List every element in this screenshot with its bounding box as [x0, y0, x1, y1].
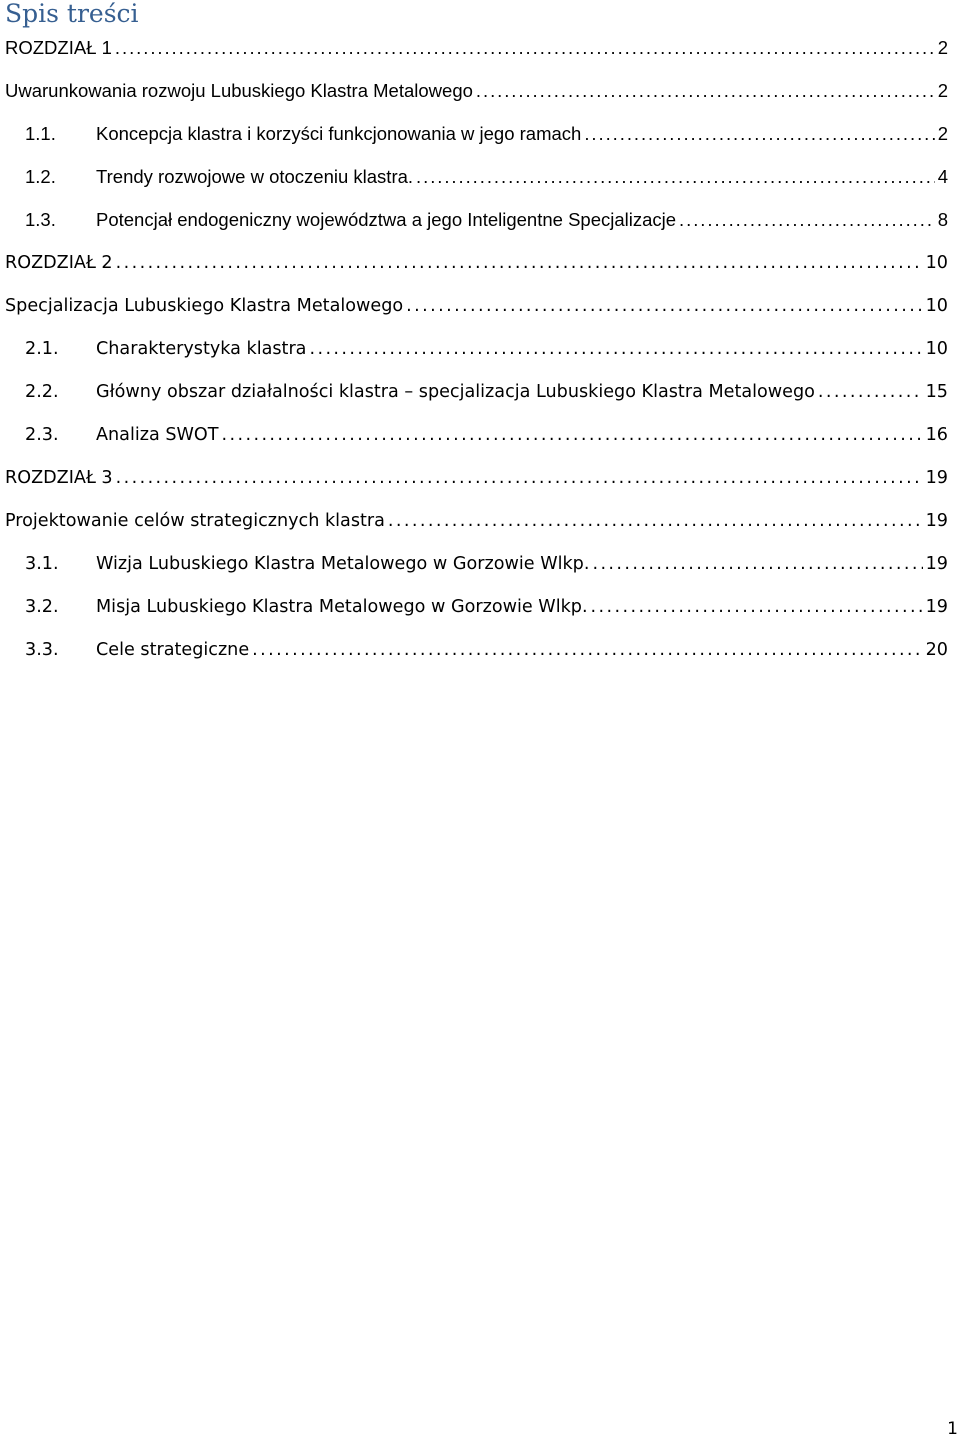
- toc-entry-page: 10: [925, 295, 948, 316]
- toc-entry-text: Potencjał endogeniczny województwa a jego Inteligentne Specjalizacje: [96, 208, 677, 230]
- toc-entry-text: ROZDZIAŁ 2: [5, 252, 113, 273]
- toc-dot-leader: [222, 423, 923, 447]
- toc-dot-leader: [818, 380, 923, 404]
- toc-dot-leader: [679, 208, 935, 232]
- toc-entry-number: 1.3.: [25, 208, 56, 230]
- toc-entry-page: 19: [925, 467, 948, 488]
- toc-entry-number: 3.2.: [25, 596, 59, 617]
- toc-entry-1-1[interactable]: [0, 112, 960, 155]
- toc-entry-text: Główny obszar działalności klastra – specjalizacja Lubuskiego Klastra Metalowego: [96, 381, 815, 402]
- toc-entry-number: 2.3.: [25, 424, 59, 445]
- toc-entry-text: Uwarunkowania rozwoju Lubuskiego Klastra Metalowego: [5, 79, 473, 101]
- toc-entry-number: 2.2.: [25, 381, 59, 402]
- toc-entry-page: 4: [937, 165, 948, 187]
- toc-entry-number: 1.2.: [25, 165, 56, 187]
- toc-entry-projektowanie[interactable]: [0, 499, 960, 542]
- toc-entry-text: Misja Lubuskiego Klastra Metalowego w Gorzowie Wlkp.: [96, 596, 588, 617]
- toc-dot-leader: [476, 79, 935, 103]
- toc-entry-page: 10: [925, 252, 948, 273]
- toc-entry-2-1[interactable]: [0, 327, 960, 370]
- toc-dot-leader: [309, 337, 922, 361]
- toc-entry-number: 3.1.: [25, 553, 59, 574]
- toc-dot-leader: [584, 122, 934, 146]
- toc-dot-leader: [591, 595, 923, 619]
- toc-entry-number: 2.1.: [25, 338, 59, 359]
- toc-entry-1-2[interactable]: [0, 155, 960, 198]
- toc-dot-leader: [388, 509, 923, 533]
- toc-dot-leader: [252, 638, 922, 662]
- toc-entry-text: Analiza SWOT: [96, 424, 219, 445]
- toc-entry-rozdzial-3[interactable]: [0, 456, 960, 499]
- toc-dot-leader: [115, 36, 935, 60]
- toc-entry-text: Specjalizacja Lubuskiego Klastra Metalowego: [5, 295, 404, 316]
- toc-entry-text: Projektowanie celów strategicznych klastra: [5, 510, 385, 531]
- toc-entry-rozdzial-2[interactable]: [0, 241, 960, 284]
- toc-entry-page: 16: [925, 424, 948, 445]
- table-of-contents: [0, 26, 960, 671]
- toc-entry-text: Trendy rozwojowe w otoczeniu klastra.: [96, 165, 414, 187]
- toc-entry-1-3[interactable]: [0, 198, 960, 241]
- toc-entry-text: Koncepcja klastra i korzyści funkcjonowania w jego ramach: [96, 122, 582, 144]
- toc-entry-page: 8: [937, 208, 948, 230]
- toc-entry-page: 19: [925, 553, 948, 574]
- toc-entry-text: Wizja Lubuskiego Klastra Metalowego w Gorzowie Wlkp.: [96, 553, 590, 574]
- toc-entry-3-1[interactable]: [0, 542, 960, 585]
- toc-entry-text: ROZDZIAŁ 3: [5, 467, 113, 488]
- toc-entry-page: 2: [937, 79, 948, 101]
- toc-entry-page: 19: [925, 596, 948, 617]
- toc-entry-page: 10: [925, 338, 948, 359]
- toc-entry-3-3[interactable]: [0, 628, 960, 671]
- toc-entry-page: 2: [937, 36, 948, 58]
- toc-entry-text: Charakterystyka klastra: [96, 338, 307, 359]
- toc-entry-number: 1.1.: [25, 122, 56, 144]
- toc-entry-2-2[interactable]: [0, 370, 960, 413]
- toc-entry-number: 3.3.: [25, 639, 59, 660]
- toc-entry-uwarunkowania[interactable]: [0, 69, 960, 112]
- toc-entry-text: Cele strategiczne: [96, 639, 250, 660]
- toc-dot-leader: [416, 165, 935, 189]
- toc-entry-3-2[interactable]: [0, 585, 960, 628]
- toc-entry-page: 20: [925, 639, 948, 660]
- toc-dot-leader: [406, 294, 922, 318]
- toc-entry-specjalizacja[interactable]: [0, 284, 960, 327]
- toc-dot-leader: [116, 466, 923, 490]
- toc-entry-page: 2: [937, 122, 948, 144]
- toc-entry-2-3[interactable]: [0, 413, 960, 456]
- toc-entry-text: ROZDZIAŁ 1: [5, 36, 112, 58]
- toc-entry-page: 19: [925, 510, 948, 531]
- page-number: 1: [947, 1419, 958, 1439]
- toc-dot-leader: [592, 552, 922, 576]
- toc-title: Spis treści: [5, 0, 139, 28]
- toc-dot-leader: [116, 251, 923, 275]
- toc-entry-rozdzial-1[interactable]: [0, 26, 960, 69]
- toc-entry-page: 15: [925, 381, 948, 402]
